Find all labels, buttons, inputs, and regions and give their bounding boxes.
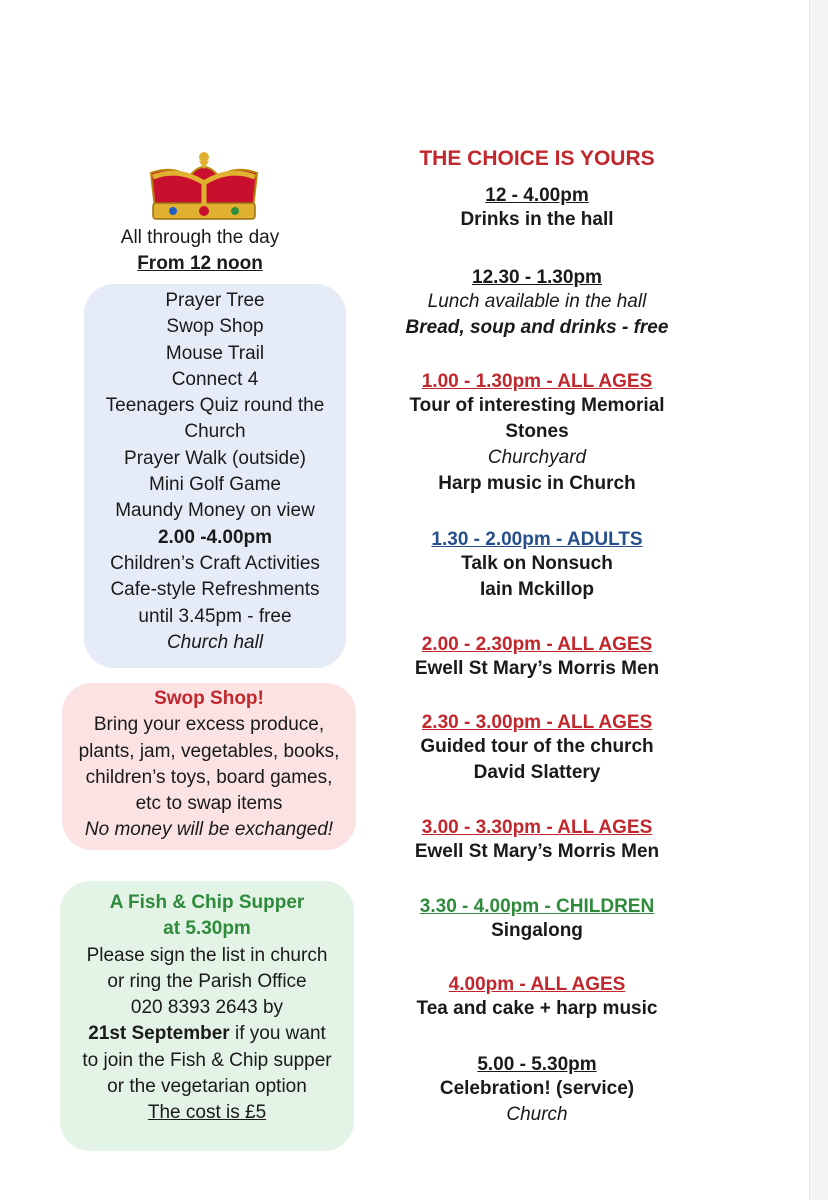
section-line: Lunch available in the hall: [427, 291, 647, 312]
schedule-section: [352, 712, 722, 786]
section-line: Bread, soup and drinks - free: [405, 317, 669, 338]
schedule-section: [352, 817, 722, 865]
from-noon-heading: From 12 noon: [137, 253, 263, 274]
schedule-section: [352, 267, 722, 341]
swop-line: etc to swap items: [135, 793, 283, 815]
schedule-section: [352, 634, 722, 682]
supper-time: at 5.30pm: [163, 918, 251, 940]
crown-icon: [143, 147, 265, 223]
activity-item: Mouse Trail: [165, 342, 265, 364]
schedule-section: [352, 1054, 722, 1128]
supper-phone: 020 8393 2643 by: [130, 997, 284, 1019]
swop-line: children’s toys, board games,: [85, 766, 333, 788]
page-edge: [809, 0, 828, 1200]
swop-shop-box: [62, 683, 356, 850]
section-line: Iain Mckillop: [479, 579, 595, 600]
supper-title: A Fish & Chip Supper: [109, 892, 305, 913]
activity-time: 2.00 -4.00pm: [157, 526, 273, 548]
section-line: Tea and cake + harp music: [416, 998, 658, 1019]
section-line: Tour of interesting Memorial: [409, 395, 665, 416]
activity-item: Swop Shop: [166, 316, 264, 338]
section-time: 1.00 - 1.30pm - ALL AGES: [421, 371, 653, 392]
section-line: Ewell St Mary’s Morris Men: [414, 841, 660, 862]
activity-place: Church hall: [166, 631, 264, 653]
schedule-section: [352, 896, 722, 944]
activity-item: Children’s Craft Activities: [110, 552, 320, 574]
activity-item: Connect 4: [171, 368, 259, 390]
section-time: 12 - 4.00pm: [485, 185, 589, 206]
activity-item: Maundy Money on view: [115, 500, 315, 522]
schedule-section: [352, 529, 722, 603]
swop-line: Bring your excess produce,: [93, 714, 325, 736]
activity-item: Teenagers Quiz round the: [105, 395, 325, 417]
section-line: Churchyard: [487, 447, 587, 468]
schedule-section: [352, 371, 722, 497]
section-time: 1.30 - 2.00pm - ADULTS: [431, 529, 643, 550]
supper-line: Please sign the list in church: [86, 944, 328, 966]
supper-date: 21st September: [88, 1023, 230, 1045]
section-line: Harp music in Church: [438, 473, 636, 494]
schedule-section: [352, 974, 722, 1022]
section-line: Celebration! (service): [439, 1078, 635, 1099]
swop-title: Swop Shop!: [154, 688, 264, 709]
section-time: 5.00 - 5.30pm: [477, 1054, 597, 1075]
all-day-heading: All through the day: [120, 227, 280, 248]
section-time: 3.00 - 3.30pm - ALL AGES: [421, 817, 653, 838]
supper-line: to join the Fish & Chip supper: [82, 1049, 332, 1071]
activity-item: Prayer Walk (outside): [124, 447, 306, 469]
supper-line: or the vegetarian option: [107, 1076, 307, 1098]
activities-box: [84, 284, 346, 668]
supper-line: or ring the Parish Office: [107, 970, 307, 992]
section-time: 2.30 - 3.00pm - ALL AGES: [421, 712, 653, 733]
activity-item: Cafe-style Refreshments: [110, 579, 320, 601]
activity-item: Mini Golf Game: [149, 474, 281, 496]
section-line: Guided tour of the church: [420, 736, 654, 757]
section-line: Ewell St Mary’s Morris Men: [414, 658, 660, 679]
section-time: 12.30 - 1.30pm: [472, 267, 602, 288]
section-line: Talk on Nonsuch: [461, 553, 613, 574]
section-time: 3.30 - 4.00pm - CHILDREN: [419, 896, 655, 917]
section-line: Church: [506, 1104, 568, 1125]
supper-deadline: [60, 1021, 354, 1047]
activity-item: Church: [184, 421, 246, 443]
schedule-section: [352, 185, 722, 233]
supper-date-suffix: if you want: [229, 1023, 326, 1045]
activity-item: until 3.45pm - free: [138, 605, 292, 627]
fish-chip-box: [60, 881, 354, 1151]
activity-item: Prayer Tree: [165, 290, 265, 311]
section-line: David Slattery: [473, 762, 601, 783]
supper-cost: The cost is £5: [147, 1102, 267, 1124]
section-line: Stones: [505, 421, 569, 442]
swop-note: No money will be exchanged!: [84, 819, 334, 841]
section-line: Drinks in the hall: [460, 209, 614, 230]
section-time: 2.00 - 2.30pm - ALL AGES: [421, 634, 653, 655]
choice-heading: THE CHOICE IS YOURS: [419, 147, 655, 170]
section-line: Singalong: [491, 920, 583, 941]
swop-line: plants, jam, vegetables, books,: [78, 740, 340, 762]
section-time: 4.00pm - ALL AGES: [448, 974, 626, 995]
